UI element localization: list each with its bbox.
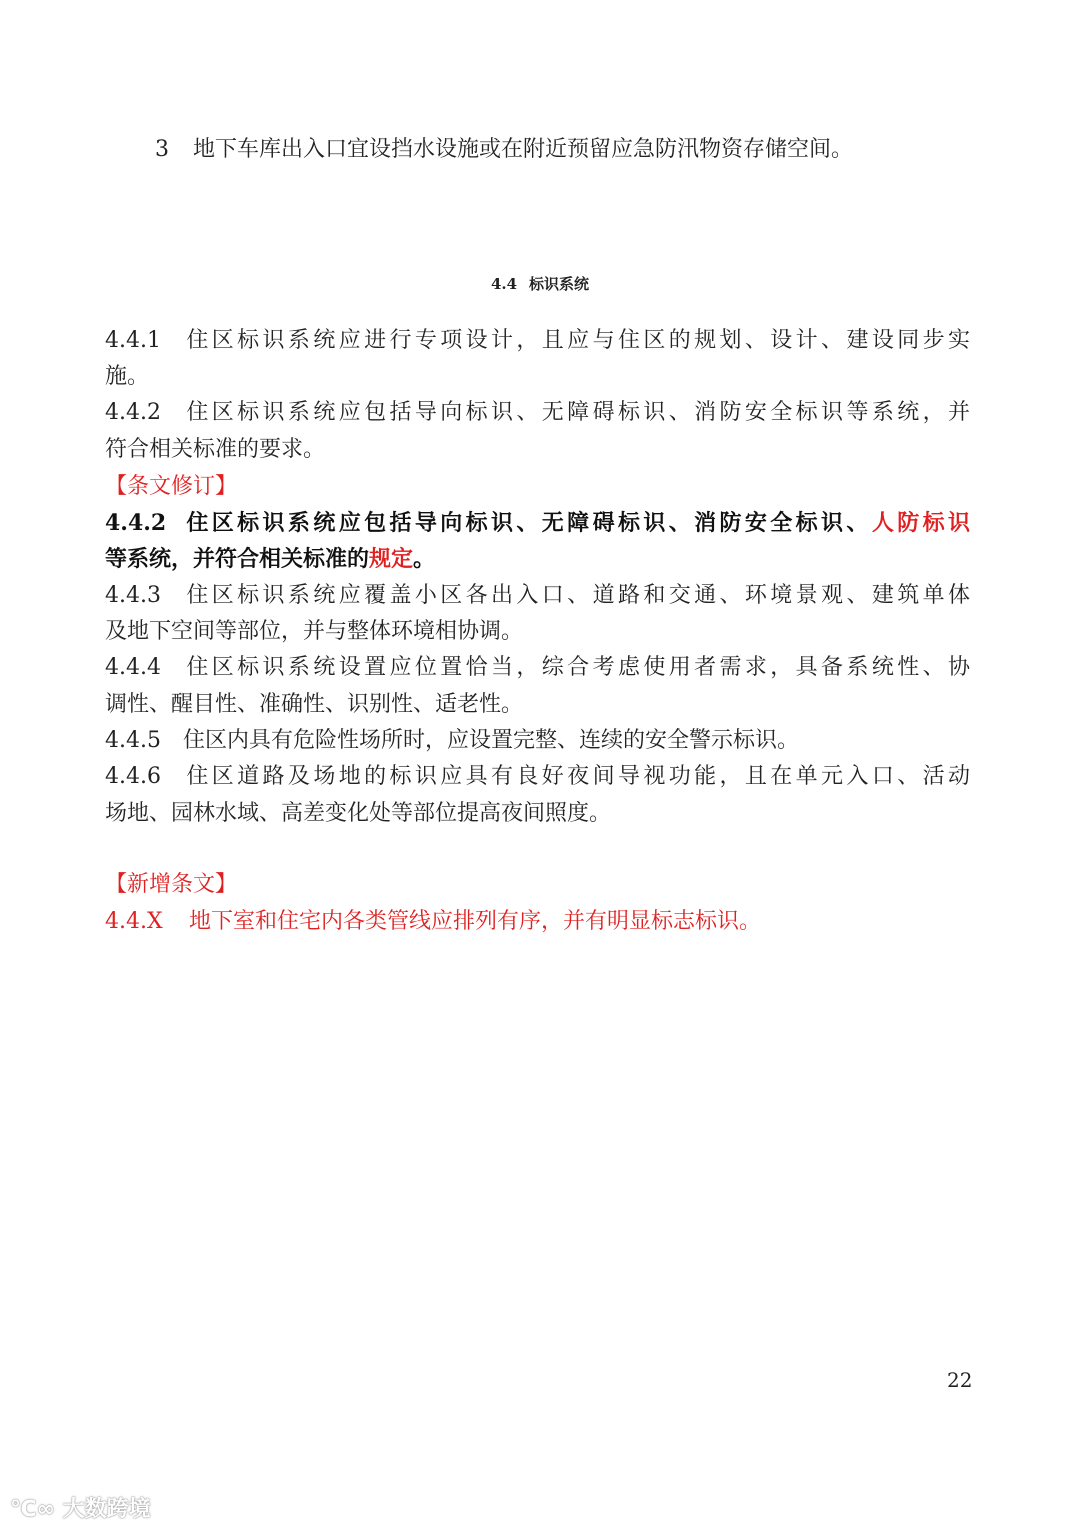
new-clause-label: 【新增条文】 xyxy=(105,872,238,897)
clause-4-4-6-line2: 场地、园林水域、高差变化处等部位提高夜间照度。 xyxy=(105,801,612,826)
clause-4-4-4-line2: 调性、醒目性、准确性、识别性、适老性。 xyxy=(105,692,524,717)
clause-number: 4.4.4 xyxy=(105,655,161,680)
watermark-text: 大数跨境 xyxy=(62,1497,151,1522)
clause-text: 地下室和住宅内各类管线应排列有序，并有明显标志标识。 xyxy=(189,909,762,934)
clause-3 xyxy=(155,135,1020,165)
clause-number: 4.4.5 xyxy=(105,728,161,753)
clause-text: 住区标识系统应进行专项设计，且应与住区的规划、设计、建设同步实 xyxy=(183,328,970,353)
clause-4-4-3-line1 xyxy=(105,581,970,611)
revised-clause-line2 xyxy=(105,544,970,574)
clause-4-4-1-line1 xyxy=(105,326,970,356)
section-number: 4.4 xyxy=(490,275,518,293)
watermark-icon: ℃∞ xyxy=(10,1497,63,1522)
clause-text: 住区标识系统应覆盖小区各出入口、道路和交通、环境景观、建筑单体 xyxy=(183,583,970,608)
revised-clause-line1 xyxy=(105,508,970,538)
revised-text-highlight: 规定 xyxy=(369,546,414,572)
clause-text: 住区内具有危险性场所时，应设置完整、连续的安全警示标识。 xyxy=(183,728,800,753)
clause-text: 住区标识系统设置应位置恰当，综合考虑使用者需求，具备系统性、协 xyxy=(183,655,970,680)
clause-4-4-3-line2: 及地下空间等部位，并与整体环境相协调。 xyxy=(105,619,524,644)
clause-number: 4.4.2 xyxy=(105,400,161,425)
clause-4-4-6-line1 xyxy=(105,762,970,792)
section-title: 标识系统 xyxy=(529,275,590,293)
clause-number: 3 xyxy=(155,137,169,162)
clause-number: 4.4.6 xyxy=(105,764,161,789)
revised-text-highlight: 人防标识 xyxy=(871,510,970,536)
page-number: 22 xyxy=(947,1368,973,1392)
clause-4-4-2-line2: 符合相关标准的要求。 xyxy=(105,437,326,462)
clause-4-4-2-line1 xyxy=(105,398,970,428)
clause-4-4-1-line2: 施。 xyxy=(105,364,150,389)
clause-4-4-5 xyxy=(105,726,970,756)
clause-text: 等系统，并符合相关标准的 xyxy=(105,546,370,572)
new-clause xyxy=(105,907,970,937)
clause-number: 4.4.2 xyxy=(105,510,167,536)
clause-text: 住区道路及场地的标识应具有良好夜间导视功能，且在单元入口、活动 xyxy=(183,764,970,789)
clause-number: 4.4.3 xyxy=(105,583,161,608)
clause-text: 地下车库出入口宜设挡水设施或在附近预留应急防汛物资存储空间。 xyxy=(193,137,854,162)
clause-text: 住区标识系统应包括导向标识、无障碍标识、消防安全标识等系统，并 xyxy=(183,400,970,425)
section-heading xyxy=(0,273,1080,294)
clause-4-4-4-line1 xyxy=(105,653,970,683)
clause-number: 4.4.1 xyxy=(105,328,161,353)
punctuation: 。 xyxy=(413,546,436,572)
revision-label: 【条文修订】 xyxy=(105,474,238,499)
clause-number: 4.4.X xyxy=(105,909,163,934)
clause-text: 住区标识系统应包括导向标识、无障碍标识、消防安全标识、 xyxy=(183,510,872,536)
watermark-logo xyxy=(10,1492,151,1523)
